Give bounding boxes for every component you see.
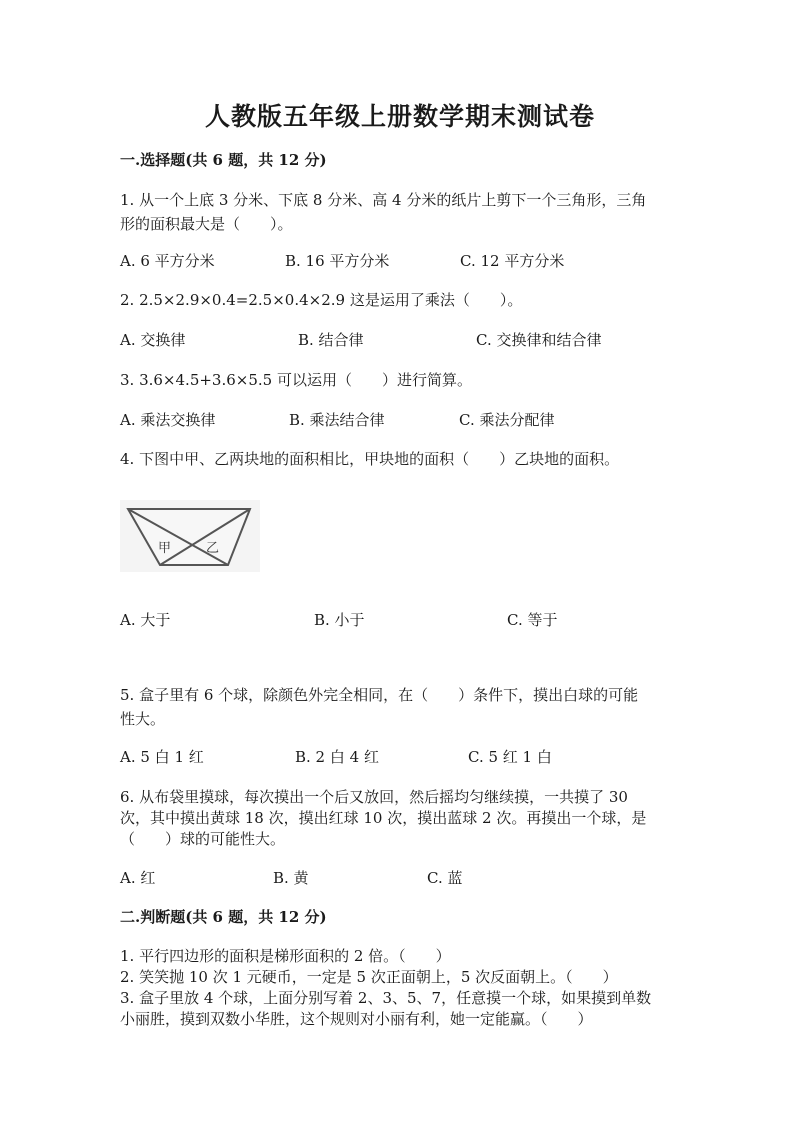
page-title: 人教版五年级上册数学期末测试卷 <box>204 102 595 131</box>
judgement-2: 2. 笑笑抛 10 次 1 元硬币，一定是 5 次正面朝上，5 次反面朝上。（ ） <box>120 968 618 986</box>
question-2-option-c: C. 交换律和结合律 <box>476 331 602 349</box>
question-4-option-b: B. 小于 <box>314 611 365 629</box>
question-3-option-a: A. 乘法交换律 <box>120 411 216 429</box>
question-4-option-a: A. 大于 <box>120 611 171 629</box>
figure-label-yi: 乙 <box>206 541 220 556</box>
question-2-option-b: B. 结合律 <box>298 331 364 349</box>
question-1-option-a: A. 6 平方分米 <box>120 252 215 270</box>
question-6-option-b: B. 黄 <box>273 869 309 887</box>
question-5-option-a: A. 5 白 1 红 <box>120 748 204 766</box>
question-1-line-2: 形的面积最大是（ ）。 <box>120 215 293 233</box>
question-6-option-a: A. 红 <box>120 869 156 887</box>
question-2-line-1: 2. 2.5×2.9×0.4=2.5×0.4×2.9 这是运用了乘法（ ）。 <box>120 291 523 309</box>
question-6-line-3: （ ）球的可能性大。 <box>120 830 286 848</box>
judgement-3-line-1: 3. 盒子里放 4 个球，上面分别写着 2、3、5、7，任意摸一个球，如果摸到单数 <box>120 989 652 1007</box>
section-heading-judgement: 二.判断题(共 6 题，共 12 分) <box>120 908 327 926</box>
question-5-option-c: C. 5 红 1 白 <box>468 748 552 766</box>
judgement-3-line-2: 小丽胜，摸到双数小华胜，这个规则对小丽有利，她一定能赢。（ ） <box>120 1010 593 1028</box>
trapezoid-figure <box>120 500 260 572</box>
question-1-option-c: C. 12 平方分米 <box>460 252 565 270</box>
judgement-1: 1. 平行四边形的面积是梯形面积的 2 倍。（ ） <box>120 947 451 965</box>
question-6-option-c: C. 蓝 <box>427 869 463 887</box>
question-5-option-b: B. 2 白 4 红 <box>295 748 379 766</box>
question-5-line-1: 5. 盒子里有 6 个球，除颜色外完全相同，在（ ）条件下，摸出白球的可能 <box>120 686 639 704</box>
question-6-line-1: 6. 从布袋里摸球，每次摸出一个后又放回，然后摇均匀继续摸，一共摸了 30 <box>120 788 628 806</box>
question-1-option-b: B. 16 平方分米 <box>285 252 390 270</box>
question-3-option-c: C. 乘法分配律 <box>459 411 555 429</box>
question-4-line-1: 4. 下图中甲、乙两块地的面积相比，甲块地的面积（ ）乙块地的面积。 <box>120 450 620 468</box>
question-5-line-2: 性大。 <box>120 710 166 728</box>
question-1-line-1: 1. 从一个上底 3 分米、下底 8 分米、高 4 分米的纸片上剪下一个三角形，三角 <box>120 191 647 209</box>
question-3-option-b: B. 乘法结合律 <box>289 411 385 429</box>
question-3-line-1: 3. 3.6×4.5+3.6×5.5 可以运用（ ）进行简算。 <box>120 371 472 389</box>
section-heading-choice: 一.选择题(共 6 题，共 12 分) <box>120 151 327 169</box>
figure-label-jia: 甲 <box>158 541 172 556</box>
question-4-option-c: C. 等于 <box>507 611 558 629</box>
question-6-line-2: 次，其中摸出黄球 18 次，摸出红球 10 次，摸出蓝球 2 次。再摸出一个球，是 <box>120 809 647 827</box>
question-2-option-a: A. 交换律 <box>120 331 186 349</box>
